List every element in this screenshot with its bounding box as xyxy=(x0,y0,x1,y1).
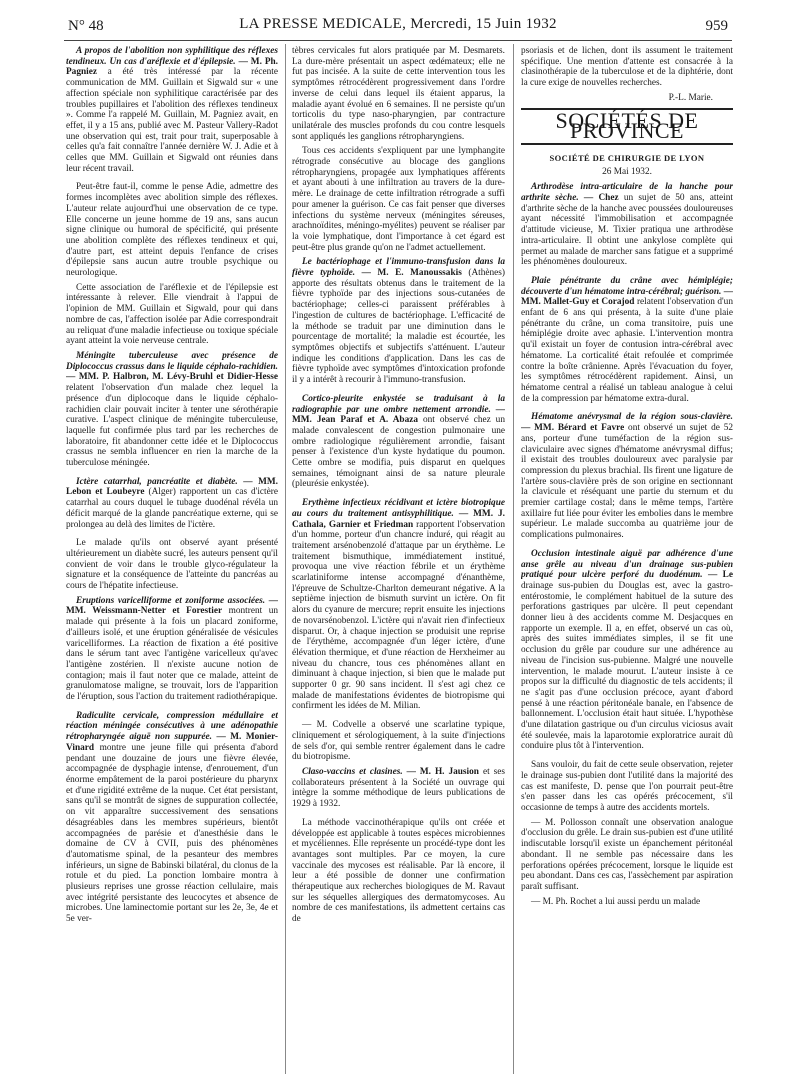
paragraph xyxy=(521,897,733,908)
body-text: ont observé chez un malade convalescent de congestion pulmonaire une ombre radiologique régulièrement arrondie, faisant penser à l'existence d'un kyste hydatique du poumon. Cette ombre se modifia, puis disparut en quelques semaines, témoignant ainsi de sa nature pleurale (pleurésie enkystée). xyxy=(292,415,505,490)
authors: — MM. Weissmann-Netter et Forestier xyxy=(66,595,278,617)
body-text: — M. Pollosson connaît une observation analogue d'occlusion du grêle. Le drain sus-pubien est d'une utilité indiscutable lorsqu'il existe un épanchement péritonéal abondant. Il ne semble pas nécessaire dans les perforations opérées précocement, lorsque le liquide est peu abondant. Dans ces cas, l'assèchement par aspiration paraît suffisant. xyxy=(521,817,733,892)
authors: — M. Monier-Vinard xyxy=(66,732,278,753)
abstract-title: Cortico-pleurite enkystée se traduisant à la radiographie par une ombre nettement arrondie. xyxy=(292,393,505,415)
abstract-title: Le bactériophage et l'immuno-transfusion dans la fièvre typhoïde. xyxy=(292,257,505,279)
paragraph: psoriasis et de lichen, dont ils assument le traitement spécifique. Une mention d'attente est consacrée à la clasinothérapie de la tuberculose et de la diphtérie, dont la cure exige de nouvelles recherches. xyxy=(521,46,733,89)
column-divider xyxy=(513,44,514,1074)
body-text: — M. Codvelle a observé une scarlatine typique, cliniquement et sérologiquement, à la suite d'injections de sels d'or, qui semble rentrer également dans le cadre du biotropisme. xyxy=(292,720,505,763)
abstract-title: Radiculite cervicale, compression médullaire et réaction méningée consécutives à une adénopathie rétropharyngée aiguë non suppurée. xyxy=(66,710,278,743)
abstract-title: Arthrodèse intra-articulaire de la hanche pour arthrite sèche. xyxy=(521,182,733,204)
body-text: (Alger) rapportent un cas d'ictère catarrhal au cours duquel le tubage duodénal révéla un déficit marqué de la glande pancréatique externe, qui se prolongea au delà des limites de l'ictère. xyxy=(66,487,278,530)
body-text: montrent un malade qui présente à la fois un placard zoniforme, d'ailleurs isolé, et une éruption généralisée de vésicules varicelliformes. La réaction de fixation a été positive dans le sérum tant avec l'antigène varicelleux qu'avec l'antigène zostérien. Il n'existe aucune notion de contagion; mais il faut noter que ce malade, atteint de granulomatose maligne, se trouvait, lors de l'apparition de l'éruption, sous l'action du traitement radiothérapique. xyxy=(66,606,278,703)
column-divider xyxy=(285,44,286,1074)
authors: — MM. P. Halbron, M. Lévy-Bruhl et Didier-Hesse xyxy=(66,372,278,383)
abstract-paragraph xyxy=(521,276,733,404)
body-text: Tous ces accidents s'expliquent par une lymphangite rétrograde consécutive au blocage des ganglions rétropharyngiens, propagée aux lymphatiques afférents et ayant abouti à une infiltration au travers de la dure-mère. Le drainage de cette infiltration rétrograde a suffi pour amener la guérison. Ce cas fait penser que diverses infections du système nerveux (méningites séreuses, arachnoïdites, méningo-myélites) peuvent se réaliser par la voie lymphatique, dont l'importance à cet égard est peut-être plus grande qu'on ne l'admet actuellement. xyxy=(292,146,505,253)
authors: — Chez xyxy=(583,193,619,204)
authors: — MM. Bérard et Favre xyxy=(521,423,625,434)
abstract-paragraph xyxy=(521,549,733,752)
abstract-paragraph xyxy=(292,498,505,712)
abstract-title: Occlusion intestinale aiguë par adhérence d'une anse grêle au niveau d'un drainage sus-pubien pratiqué pour ulcère perforé du duodénum. xyxy=(521,548,733,581)
column-2 xyxy=(292,46,505,1076)
body-text: ont observé un sujet de 52 ans, porteur d'une tuméfaction de la région sus-claviculaire avec signes d'hématome anévrysmal diffus; il existait des troubles douloureux avec paralysie par compression du plexus brachial. Ils firent une ligature de l'artère sous-clavière près de son origine en sectionnant la clavicule et réséquant une partie du sternum et du premier cartilage costal; dans le même temps, l'artère axillaire fut liée pour éviter les embolies dans le membre supérieur. Le malade succomba au quatrième jour de complications pulmonaires. xyxy=(521,423,733,541)
body-text: rapportent l'observation d'un homme, porteur d'un chancre induré, qui réagit au traitement arsénobenzolé d'attaque par un érythème. Le traitement bismuthique, immédiatement institué, provoqua une vive réaction fébrile et un érythème scarlatiniforme intense accompagné d'énanthème, l'épreuve de Schultze-Charlton demeurant négative. A la septième injection de bismuth survint un ictère. On fit alors du cyanure de mercure; reprit ensuite les injections de novarsénobenzol. L'ictère qui n'avait rien d'infectieux disparut. Or, à chaque injection se produisit une reprise de l'érythème, accompagnée d'un léger ictère, d'une élévation thermique, et d'une réaction de Herxheimer au niveau du chancre, tous ces phénomènes allant en diminuant à chaque injection, si bien que le malade put supporter 0 gr. 90 sans incident. Il s'est agi chez ce malade de manifestations évidentes de biotropisme qui confirment les idées de M. Milian. xyxy=(292,519,505,712)
body-text: Sans vouloir, du fait de cette seule observation, rejeter le drainage sus-pubien dont l'utilité dans la majorité des cas est manifeste, D. pense que l'on pourrait peut-être s'en passer dans les cas opérés précocement, s'il occasionne de temps à autre des accidents mortels. xyxy=(521,760,733,813)
abstract-paragraph xyxy=(66,46,278,174)
authors: — MM. Jean Paraf et A. Abaza xyxy=(292,404,505,426)
page-header xyxy=(68,14,728,38)
column-1 xyxy=(66,46,278,1076)
body-text: Cette association de l'aréflexie et de l'épilepsie est intéressante à relever. Elle viendrait à l'appui de l'opinion de MM. Guillain et Sigwald, pour qui dans nombre de cas, l'affection isolée par Adie correspondrait au reliquat d'une maladie infectieuse ou toxique spéciale ayant atteint la voie nerveuse centrale. xyxy=(66,282,278,347)
body-text: La méthode vaccinothérapique qu'ils ont créée et développée est applicable à toutes espèces microbiennes et mycéliennes. Elle représente un procédé-type dont les avantages sont multiples. Par ce moyen, la cure vaccinale des mycoses est réalisable. Par là encore, il leur a été possible de donner une confirmation thérapeutique aux recherches biologiques de M. Ravaut sur les séquelles allergiques des dermatomycoses. Au nombre de ces manifestations, ils admettent certains cas de xyxy=(292,817,505,925)
body-text: montre une jeune fille qui présenta d'abord pendant une douzaine de jours une fièvre élevée, accompagnée de dysphagie intense, d'enrouement, d'un énorme empâtement de la paroi postérieure du pharynx et d'une rigidité extrême de la nuque. Cet état persistant, sans qu'il se montrât de signes de suppuration collectée, on vit apparaître successivement des sensations désagréables dans les membres supérieurs, bientôt accompagnées de parésie et d'anesthésie dans le domaine de CV à CVII, puis des phénomènes d'automatisme spinal, de la pesanteur des membres inférieurs, un signe de Babinski bilatéral, du clonus de la rotule et du pied. La ponction lombaire montra à plusieurs reprises une grosse réaction cellulaire, mais avec intégrité persistante des leucocytes et absence de microbes. Une laminectomie portant sur les 2e, 3e, 4e et 5e ver- xyxy=(66,742,278,925)
paragraph xyxy=(66,182,278,278)
body-text: un sujet de 50 ans, atteint d'arthrite sèche de la hanche avec poussées douloureuses ayant nécessité l'immobilisation et accompagnée d'attitude vicieuse, M. Tixier pratiqua une arthrodèse intra-articulaire. Il obtint une ankylose complète qui permet au malade de marcher sans fatigue et a supprimé les phénomènes douloureux. xyxy=(521,193,733,268)
session-date: 26 Mai 1932. xyxy=(602,166,652,177)
authors: — M. H. Jausion xyxy=(406,767,479,777)
body-text: a été très intéressé par la récente communication de MM. Guillain et Sigwald sur « une affection spéciale non syphilitique caractérisée par des troubles pupillaires et l'abolition des réflexes tendineux ». Comme l'a rappelé M. Guillain, M. Pagniez avait, en effet, il y a 15 ans, publié avec M. Pasteur Vallery-Radot une observation qui est, trait pour trait, superposable à celles qu'a fait connaître l'année dernière W. J. Adie et à celles que MM. Guillain et Sigwald ont réunies dans leur récent travail. xyxy=(66,67,278,174)
body-text: — M. Ph. Rochet a lui aussi perdu un malade xyxy=(531,896,701,907)
authors: — MM. Lebon et Loubeyre xyxy=(66,476,278,498)
abstract-paragraph xyxy=(521,182,733,268)
abstract-paragraph xyxy=(66,477,278,531)
body-text: relatent l'observation d'un enfant de 6 ans qui présenta, à la suite d'une plaie pénétrante du crâne, un coma transitoire, puis une hémiplégie droite avec aphasie. L'intervention montra qu'il existait un foyer de contusion intra-cérébral avec hématome. La corticalité était refoulée et comprimée contre la boîte crânienne. Après l'évacuation du foyer, les symptômes rétrocédèrent rapidement. Ainsi, un hématome central a réalisé un tableau analogue à celui de la compression par hématome extra-dural. xyxy=(521,297,733,404)
paragraph xyxy=(292,46,505,142)
paragraph xyxy=(521,818,733,893)
authors: — M. Ph. Pagniez xyxy=(66,56,278,78)
authors: — MM. J. Cathala, Garnier et Friedman xyxy=(292,508,505,530)
paragraph xyxy=(521,760,733,814)
abstract-title: Méningite tuberculeuse avec présence de Diplococcus crassus dans le liquide céphalo-rachidien. xyxy=(66,350,278,372)
abstract-paragraph xyxy=(66,351,278,469)
section-title: SOCIÉTÉS DE PROVINCE xyxy=(555,107,699,144)
authors: — M. E. Manoussakis xyxy=(361,268,462,279)
abstract-title: Ictère catarrhal, pancréatite et diabète. xyxy=(76,476,238,487)
abstract-title: Hématome anévrysmal de la région sous-clavière. xyxy=(531,412,733,423)
body-text: tèbres cervicales fut alors pratiquée par M. Desmarets. La dure-mère présentait un aspect œdémateux; elle ne fut pas incisée. A la suite de cette intervention tous les symptômes rétrocédèrent progressivement dans l'ordre inverse de celui dans lequel ils étaient apparus, la maladie ayant évolué en 6 semaines. Il ne persiste qu'un torticolis du type naso-pharyngien, par contracture unilatérale des muscles profonds du cou contre lesquels sont appliqués les ganglions rétropharyngiens. xyxy=(292,46,505,142)
abstract-paragraph xyxy=(66,711,278,925)
section-rule xyxy=(521,143,733,145)
authors: — MM. Mallet-Guy et Corajod xyxy=(521,286,733,308)
abstract-paragraph xyxy=(292,257,505,385)
body-text: drainage sus-pubien du Douglas est, avec la gastro-entérostomie, le complément habituel de la suture des perforations gastriques par ulcère. Il peut cependant donner lieu à des accidents comme M. Desjacques en rapporte un exemple. Il a, en effet, observé un cas où, après des suites immédiates simples, il se fit une occlusion du grêle par coudure sur une adhérence au niveau de l'incision sus-pubienne. Malgré une nouvelle intervention, le malade mourut. L'auteur insiste à ce propos sur la difficulté du diagnostic de tels accidents; il ne s'agit pas d'une occlusion précoce, ayant d'abord pensé à une réaction péritonéale banale, en l'absence de ballonnement. L'occlusion était haut située. L'hypothèse d'une dilatation gastrique ou d'un circulus viciosus avait été soulevée, mais la laparotomie exploratrice aurait dû conduire plus tôt à l'intervention. xyxy=(521,580,733,752)
body-text: Peut-être faut-il, comme le pense Adie, admettre des formes incomplètes avec abolition simple des réflexes. L'auteur relate aujourd'hui une observation de ce type. Elle concerne un jeune homme de 19 ans, sans aucun signe clinique ou humoral de spécificité, qui présente une abolition complète des réflexes tendineux et qui, d'autre part, est atteint depuis l'enfance de crises d'épilepsie sans aucun autre trouble psychique ou neurologique. xyxy=(66,182,278,279)
abstract-paragraph xyxy=(292,767,505,810)
abstract-paragraph xyxy=(292,394,505,490)
body-text: (Athènes) apporte des résultats obtenus dans le traitement de la fièvre typhoïde par des injections sous-cutanées de bactériophage; celles-ci paraissent préférables à l'ingestion de cultures de bactériophage. L'efficacité de la méthode se traduit par une diminution dans le pourcentage de mortalité; la maladie est écourtée, les symptômes objectifs et subjectifs s'atténuent. L'auteur indique les conditions d'application. Dans les cas de fièvre typhoïde avec symptômes d'intoxication profonde il y a intérêt à recourir à l'immuno-transfusion. xyxy=(292,268,505,386)
signature: P.-L. Marie. xyxy=(668,92,713,103)
abstract-title: Plaie pénétrante du crâne avec hémiplégie; découverte d'un hématome intra-cérébral; guérison. xyxy=(521,275,733,297)
abstract-title: Eruptions varicelliforme et zoniforme associées. xyxy=(76,595,266,606)
abstract-title: A propos de l'abolition non syphilitique des réflexes tendineux. Un cas d'aréflexie et d'épilepsie. xyxy=(66,46,278,67)
paragraph xyxy=(292,146,505,253)
society-name: SOCIÉTÉ DE CHIRURGIE DE LYON xyxy=(549,152,705,163)
body-text: et ses collaborateurs présentent à la Société un ouvrage qui intègre la somme méthodique de leurs publications de 1929 à 1932. xyxy=(292,767,505,810)
column-3 xyxy=(521,46,733,1076)
paragraph xyxy=(292,720,505,763)
abstract-title: Erythème infectieux récidivant et ictère biotropique au cours du traitement antisyphilitique. xyxy=(292,498,505,519)
issue-number: N° 48 xyxy=(68,18,104,34)
paragraph xyxy=(292,818,505,925)
paragraph xyxy=(66,283,278,347)
page-number: 959 xyxy=(705,18,728,34)
journal-title: LA PRESSE MEDICALE, Mercredi, 15 Juin 1932 xyxy=(239,16,557,32)
body-text: relatent l'observation d'un malade chez lequel la présence d'un diplocoque dans le liquide céphalo-rachidien clair pouvait inciter à tenter une sérothérapie curative. L'aspect clinique de méningite tuberculeuse, laquelle fut confirmée plus tard par les recherches de laboratoire, fit abandonner cette idée et le Diplococcus crassus ne sembla influencer en rien la marche de la tuberculose méningée. xyxy=(66,383,278,469)
authors: — Le xyxy=(708,570,733,581)
header-rule xyxy=(64,40,732,41)
abstract-paragraph xyxy=(66,596,278,703)
abstract-title: Claso-vaccins et clasines. xyxy=(302,767,403,777)
abstract-paragraph xyxy=(521,412,733,540)
body-text: Le malade qu'ils ont observé ayant présenté ultérieurement un diabète sucré, les auteurs pensent qu'il convient de voir dans le trouble glyco-régulateur la signature et la conséquence de l'atteinte du pancréas au cours de l'hépatite infectieuse. xyxy=(66,538,278,592)
paragraph xyxy=(66,538,278,592)
